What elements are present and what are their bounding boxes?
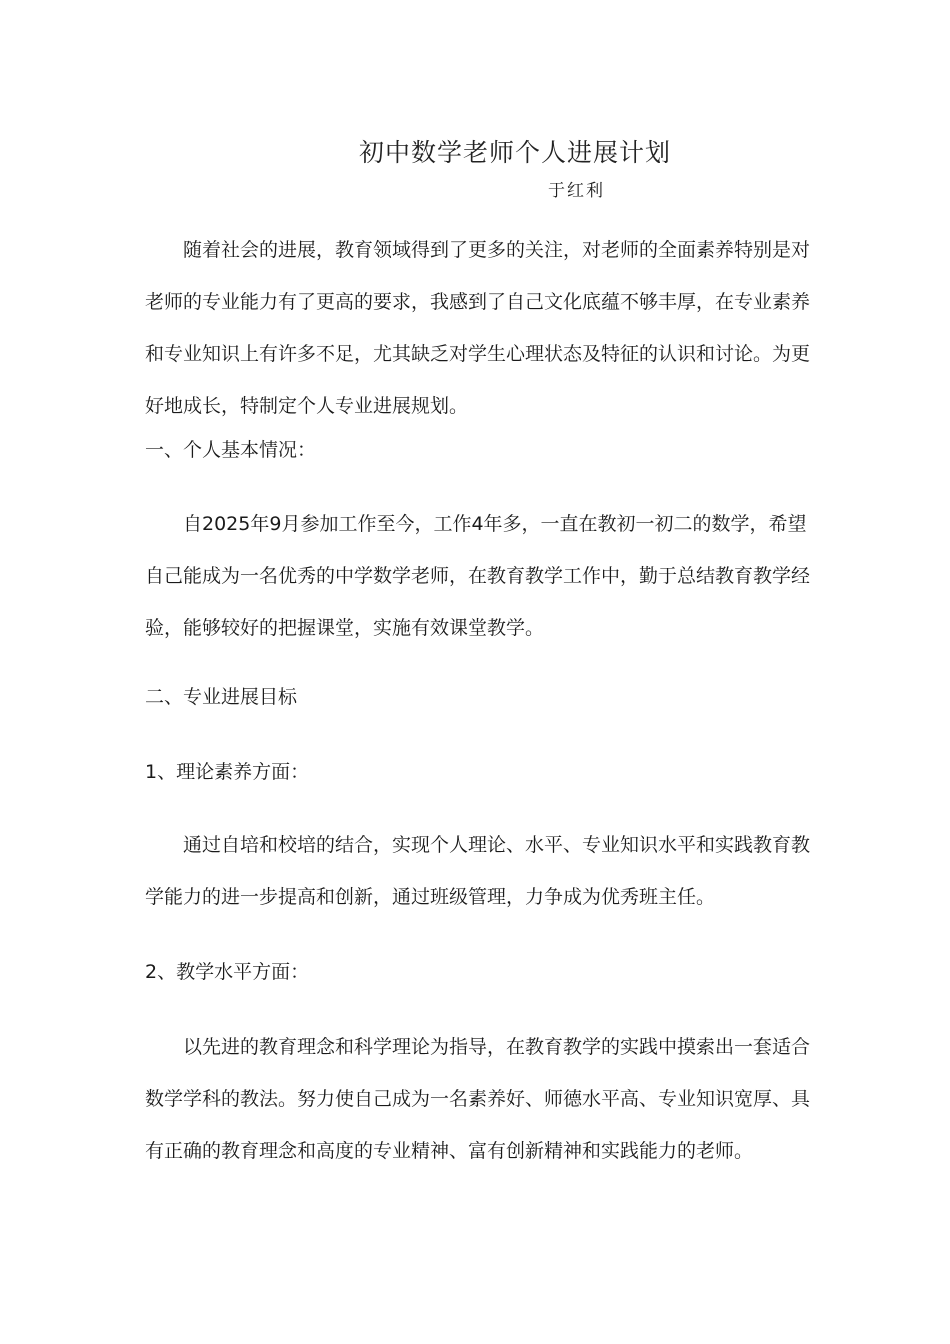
sub1-block: [145, 819, 815, 923]
sub2-block: [145, 1021, 815, 1177]
section1-heading: 一、个人基本情况：: [145, 439, 317, 461]
section2-heading: 二、专业进展目标: [145, 686, 298, 708]
section1-heading-block: [145, 424, 815, 476]
document-title: 初中数学老师个人进展计划: [358, 138, 671, 167]
sub2-heading: 2、教学水平方面：: [145, 961, 310, 983]
section1-paragraph: 自2025年9月参加工作至今，工作4年多，一直在教初一初二的数学，希望自己能成为一名优秀的中学数学老师，在教育教学工作中，勤于总结教育教学经验，能够较好的把握课堂，实施有效课堂教学。: [145, 513, 811, 639]
intro-paragraph: 随着社会的进展，教育领域得到了更多的关注，对老师的全面素养特别是对老师的专业能力有了更高的要求，我感到了自己文化底蕴不够丰厚，在专业素养和专业知识上有许多不足，尤其缺乏对学生心理状态及特征的认识和讨论。为更好地成长，特制定个人专业进展规划。: [145, 239, 811, 417]
section1-block: [145, 498, 815, 654]
sub1-heading: 1、理论素养方面：: [145, 761, 310, 783]
section2-heading-block: [145, 671, 815, 723]
sub1-paragraph: 通过自培和校培的结合，实现个人理论、水平、专业知识水平和实践教育教学能力的进一步提高和创新，通过班级管理，力争成为优秀班主任。: [145, 834, 811, 908]
sub2-paragraph: 以先进的教育理念和科学理论为指导，在教育教学的实践中摸索出一套适合数学学科的教法。努力使自己成为一名素养好、师德水平高、专业知识宽厚、具有正确的教育理念和高度的专业精神、富有创新精神和实践能力的老师。: [145, 1036, 811, 1162]
document-author: 于红利: [548, 181, 605, 201]
sub1-heading-block: [145, 746, 815, 798]
sub2-heading-block: [145, 946, 815, 998]
intro-block: [145, 224, 815, 432]
